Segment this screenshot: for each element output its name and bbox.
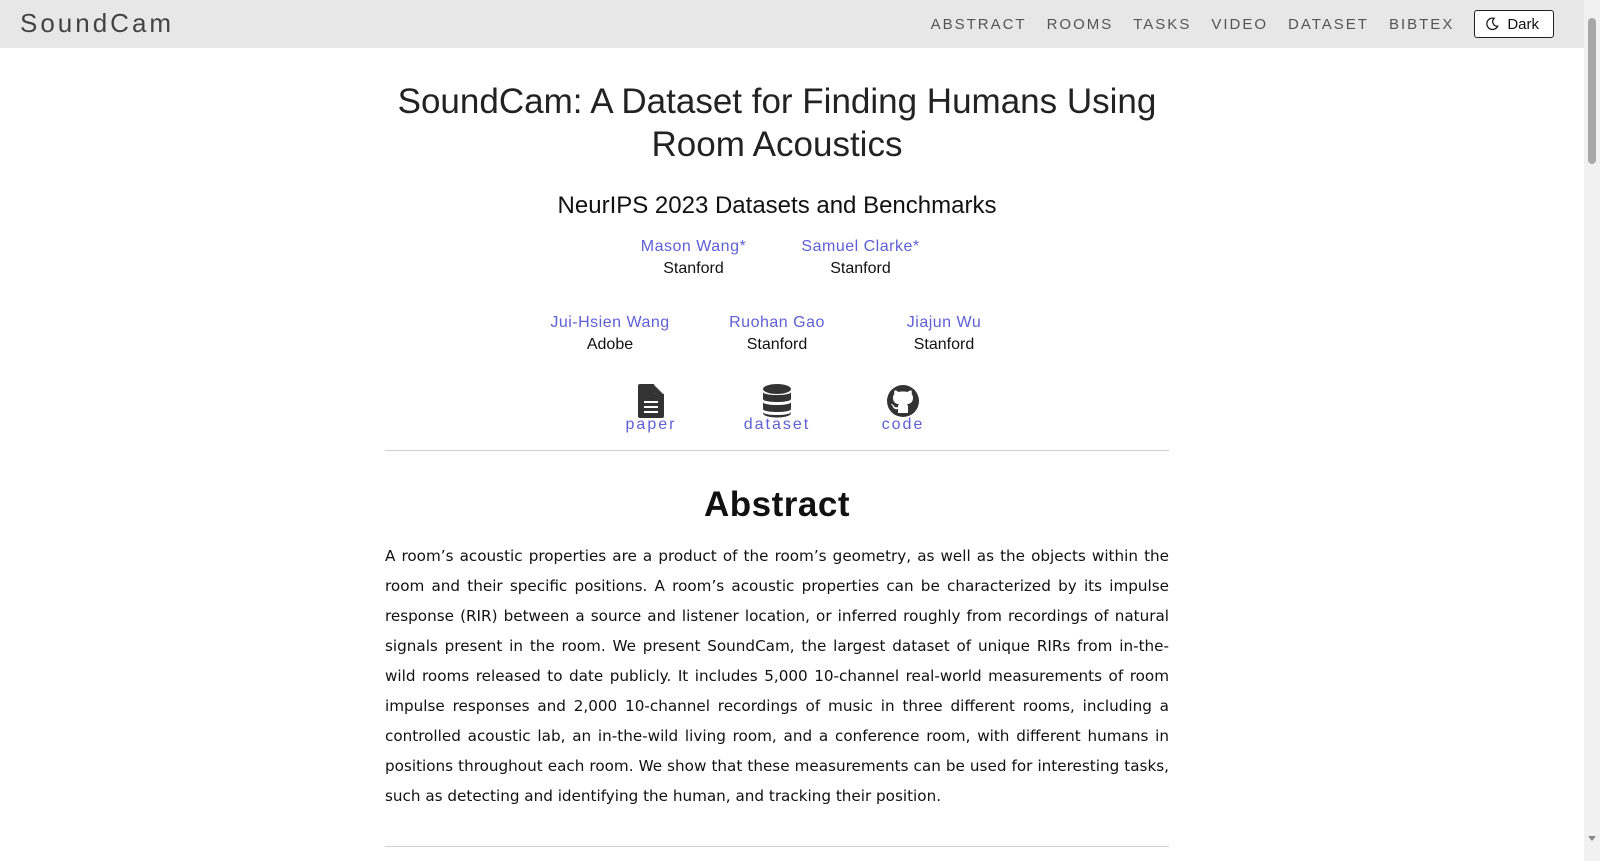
- abstract-heading: Abstract: [704, 485, 850, 524]
- author-affiliation: Stanford: [913, 336, 975, 353]
- page-scrollbar[interactable]: [1584, 0, 1600, 861]
- scrollbar-thumb[interactable]: [1588, 18, 1596, 164]
- code-link[interactable]: [840, 384, 966, 434]
- theme-button-label: Dark: [1507, 15, 1539, 33]
- authors-row-2: [385, 314, 1169, 354]
- moon-icon: [1485, 17, 1499, 31]
- main-content: [385, 60, 1169, 847]
- author: [610, 238, 777, 278]
- author: [861, 314, 1028, 354]
- author: [527, 314, 694, 354]
- author: [694, 314, 861, 354]
- section-divider: [385, 450, 1169, 451]
- author-affiliation: Stanford: [830, 260, 891, 277]
- venue: NeurIPS 2023 Datasets and Benchmarks: [557, 192, 997, 219]
- dataset-link[interactable]: [714, 384, 840, 434]
- scroll-down-arrow-icon[interactable]: [1588, 836, 1596, 841]
- nav-link-bibtex[interactable]: BIBTEX: [1388, 15, 1455, 33]
- nav-links: [931, 10, 1554, 38]
- author-name-link[interactable]: Samuel Clarke*: [801, 238, 920, 255]
- author: [777, 238, 944, 278]
- file-icon: [638, 384, 664, 418]
- nav-link-tasks[interactable]: TASKS: [1133, 15, 1192, 33]
- database-icon: [762, 384, 792, 418]
- author-name-link[interactable]: Mason Wang*: [640, 238, 747, 255]
- paper-link-label: paper: [625, 416, 677, 433]
- authors-row-1: [385, 238, 1169, 278]
- abstract-text: A room’s acoustic properties are a product of the room’s geometry, as well as the objects within the room and their specific positions. A room’s acoustic properties can be characterized by its impulse response (RIR) between a source and listener location, or inferred roughly from recordings of natural signals present in the room. We present SoundCam, the largest dataset of unique RIRs from in-the-wild rooms released to date publicly. It includes 5,000 10-channel real-world measurements of room impulse responses and 2,000 10-channel recordings of music in three different rooms, including a controlled acoustic lab, an in-the-wild living room, and a conference room, with different humans in positions throughout each room. We show that these measurements can be used for interesting tasks, such as detecting and identifying the human, and tracking their position.: [385, 547, 1169, 805]
- resource-links: [385, 384, 1169, 434]
- paper-link[interactable]: [588, 384, 714, 434]
- author-affiliation: Stanford: [746, 336, 808, 353]
- author-name-link[interactable]: Jui-Hsien Wang: [550, 314, 670, 331]
- nav-link-abstract[interactable]: ABSTRACT: [930, 15, 1027, 33]
- github-icon: [887, 384, 919, 418]
- paper-title: SoundCam: A Dataset for Finding Humans Using Room Acoustics: [397, 82, 1157, 164]
- nav-link-video[interactable]: VIDEO: [1211, 15, 1269, 33]
- section-divider: [385, 846, 1169, 847]
- dark-mode-toggle-button[interactable]: [1474, 10, 1554, 38]
- author-name-link[interactable]: Jiajun Wu: [906, 314, 982, 331]
- author-affiliation: Adobe: [586, 336, 634, 353]
- nav-link-rooms[interactable]: ROOMS: [1046, 15, 1114, 33]
- author-affiliation: Stanford: [663, 260, 724, 277]
- navbar: [0, 0, 1584, 48]
- nav-link-dataset[interactable]: DATASET: [1288, 15, 1369, 33]
- brand-logo-text[interactable]: SoundCam: [20, 8, 175, 38]
- code-link-label: code: [881, 416, 925, 433]
- author-name-link[interactable]: Ruohan Gao: [729, 314, 825, 331]
- dataset-link-label: dataset: [743, 416, 811, 433]
